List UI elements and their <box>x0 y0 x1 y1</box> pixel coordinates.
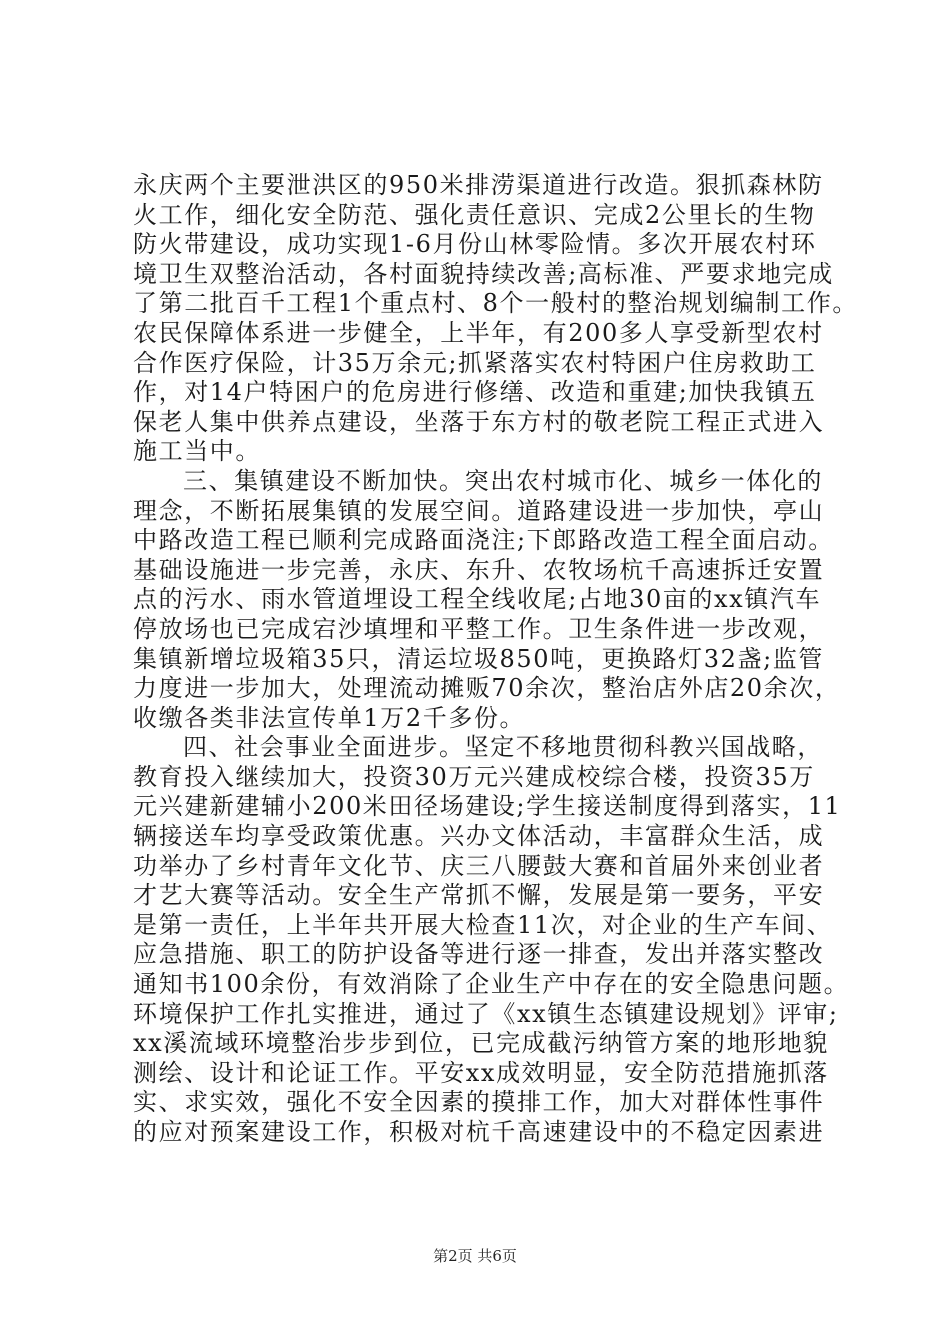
text-line: 测绘、设计和论证工作。平安xx成效明显，安全防范措施抓落 <box>133 1058 829 1087</box>
text-line: 基础设施进一步完善，永庆、东升、农牧场杭千高速拆迁安置 <box>133 555 825 584</box>
text-line: 功举办了乡村青年文化节、庆三八腰鼓大赛和首届外来创业者 <box>133 851 825 880</box>
document-body <box>133 171 858 1148</box>
text-line: xx溪流域环境整治步步到位，已完成截污纳管方案的地形地貌 <box>133 1029 829 1058</box>
paragraph-heading-line: 四、社会事业全面进步。坚定不移地贯彻科教兴国战略， <box>183 733 823 762</box>
text-line: 保老人集中供养点建设，坐落于东方村的敬老院工程正式进入 <box>133 407 825 436</box>
page-number-footer: 第2页 共6页 <box>433 1247 517 1265</box>
text-line: 实、求实效，强化不安全因素的摸排工作，加大对群体性事件 <box>133 1088 825 1117</box>
text-line: 火工作，细化安全防范、强化责任意识、完成2公里长的生物 <box>133 200 816 229</box>
text-line: 教育投入继续加大，投资30万元兴建成校综合楼，投资35万 <box>133 762 815 791</box>
text-line: 中路改造工程已顺利完成路面浇注;下郎路改造工程全面启动。 <box>133 526 834 555</box>
text-line: 农民保障体系进一步健全，上半年，有200多人享受新型农村 <box>133 318 824 347</box>
paragraph-heading-line: 三、集镇建设不断加快。突出农村城市化、城乡一体化的 <box>183 466 823 495</box>
text-line: 防火带建设，成功实现1-6月份山林零险情。多次开展农村环 <box>133 230 817 259</box>
text-line: 才艺大赛等活动。安全生产常抓不懈，发展是第一要务，平安 <box>133 881 825 910</box>
text-line: 的应对预案建设工作，积极对杭千高速建设中的不稳定因素进 <box>133 1118 825 1146</box>
text-line: 集镇新增垃圾箱35只，清运垃圾850吨，更换路灯32盏;监管 <box>133 644 824 673</box>
text-line: 是第一责任，上半年共开展大检查11次，对企业的生产车间、 <box>133 910 833 939</box>
text-line: 辆接送车均享受政策优惠。兴办文体活动，丰富群众生活，成 <box>133 822 825 851</box>
text-line: 施工当中。 <box>133 437 261 466</box>
text-line: 永庆两个主要泄洪区的950米排涝渠道进行改造。狠抓森林防 <box>133 171 824 199</box>
text-line: 了第二批百千工程1个重点村、8个一般村的整治规划编制工作。 <box>133 289 858 318</box>
text-line: 停放场也已完成宕沙填埋和平整工作。卫生条件进一步改观， <box>133 614 825 643</box>
text-line: 点的污水、雨水管道埋设工程全线收尾;占地30亩的xx镇汽车 <box>133 585 822 614</box>
text-line: 应急措施、职工的防护设备等进行逐一排查，发出并落实整改 <box>133 940 825 969</box>
text-line: 理念，不断拓展集镇的发展空间。道路建设进一步加快，亭山 <box>133 496 825 525</box>
text-line: 元兴建新建辅小200米田径场建设;学生接送制度得到落实，11 <box>133 792 842 821</box>
text-line: 境卫生双整治活动，各村面貌持续改善;高标准、严要求地完成 <box>133 259 834 288</box>
text-line: 环境保护工作扎实推进，通过了《xx镇生态镇建设规划》评审; <box>133 999 839 1028</box>
text-line: 收缴各类非法宣传单1万2千多份。 <box>133 703 526 732</box>
text-line: 作，对14户特困户的危房进行修缮、改造和重建;加快我镇五 <box>133 378 817 407</box>
text-line: 力度进一步加大，处理流动摊贩70余次，整治店外店20余次， <box>133 674 841 703</box>
text-line: 合作医疗保险，计35万余元;抓紧落实农村特困户住房救助工 <box>133 348 817 377</box>
text-line: 通知书100余份，有效消除了企业生产中存在的安全隐患问题。 <box>133 970 850 999</box>
